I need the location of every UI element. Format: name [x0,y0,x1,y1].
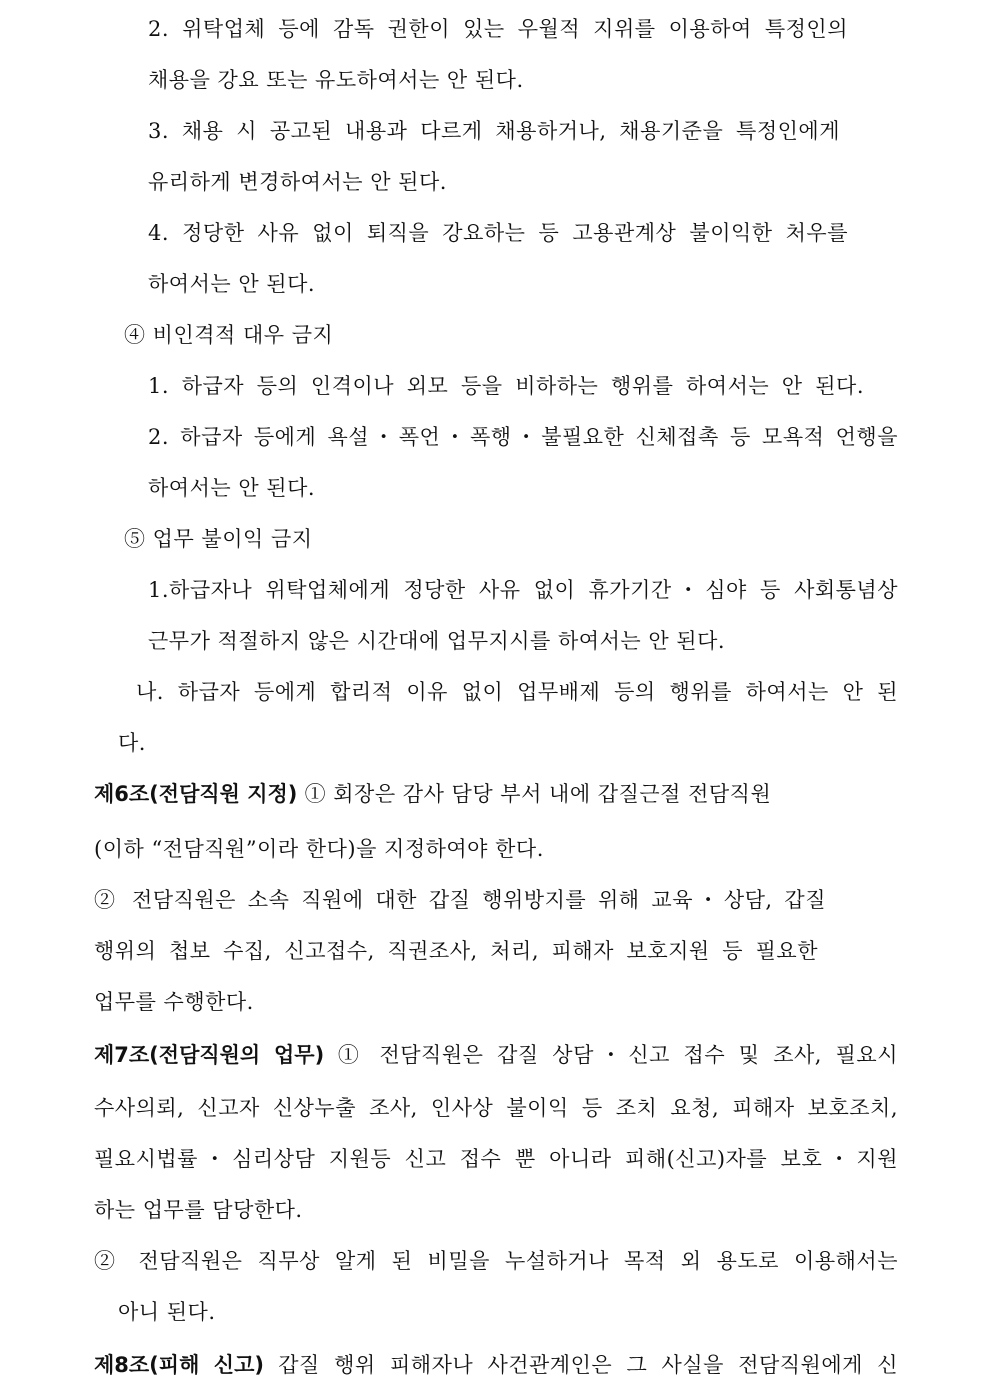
article-6-line [94,779,771,809]
article-7-heading: 제7조(전담직원의 업무) [94,1043,325,1067]
text-line: 유리하게 변경하여서는 안 된다. [148,170,447,194]
article-8-heading: 제8조(피해 신고) [94,1353,264,1377]
text-line: (이하 “전담직원”이라 한다)을 지정하여야 한다. [94,837,544,861]
text-line: ② 전담직원은 직무상 알게 된 비밀을 누설하거나 목적 외 용도로 이용해서는 [94,1249,898,1273]
text-span: 갑질 행위 피해자나 사건관계인은 그 사실을 전담직원에게 신 [278,1353,898,1377]
text-line: 4. 정당한 사유 없이 퇴직을 강요하는 등 고용관계상 불이익한 처우를 [148,221,848,245]
text-line: 아니 된다. [118,1300,216,1324]
text-line: 행위의 첩보 수집, 신고접수, 직권조사, 처리, 피해자 보호지원 등 필요한 [94,939,818,963]
section-heading: ⑤ 업무 불이익 금지 [124,527,313,551]
text-span: ① 회장은 감사 담당 부서 내에 갑질근절 전담직원 [304,782,772,806]
text-line: 수사의뢰, 신고자 신상누출 조사, 인사상 불이익 등 조치 요청, 피해자 보호조치, [94,1096,898,1120]
text-line: 채용을 강요 또는 유도하여서는 안 된다. [148,68,524,92]
text-line: 1.하급자나 위탁업체에게 정당한 사유 없이 휴가기간・심야 등 사회통념상 [148,578,898,602]
text-line: 나. 하급자 등에게 합리적 이유 없이 업무배제 등의 행위를 하여서는 안 된 [136,680,898,704]
text-line: 업무를 수행한다. [94,990,254,1014]
text-line: 하여서는 안 된다. [148,476,316,500]
text-line: ② 전담직원은 소속 직원에 대한 갑질 행위방지를 위해 교육・상담, 갑질 [94,888,826,912]
article-7-line [94,1040,898,1070]
text-line: 필요시법률・심리상담 지원등 신고 접수 뿐 아니라 피해(신고)자를 보호・지원 [94,1147,898,1171]
text-line: 근무가 적절하지 않은 시간대에 업무지시를 하여서는 안 된다. [148,629,726,653]
text-line: 하여서는 안 된다. [148,272,316,296]
article-8-line [94,1350,898,1380]
text-line: 3. 채용 시 공고된 내용과 다르게 채용하거나, 채용기준을 특정인에게 [148,119,840,143]
text-span: ① 전담직원은 갑질 상담・신고 접수 및 조사, 필요시 [337,1043,898,1067]
text-line: 다. [118,731,146,755]
article-6-heading: 제6조(전담직원 지정) [94,782,298,806]
text-line: 2. 하급자 등에게 욕설・폭언・폭행・불필요한 신체접촉 등 모욕적 언행을 [148,425,898,449]
text-line: 1. 하급자 등의 인격이나 외모 등을 비하하는 행위를 하여서는 안 된다. [148,374,864,398]
section-heading: ④ 비인격적 대우 금지 [124,323,334,347]
text-line: 2. 위탁업체 등에 감독 권한이 있는 우월적 지위를 이용하여 특정인의 [148,17,848,41]
text-line: 하는 업무를 담당한다. [94,1198,303,1222]
